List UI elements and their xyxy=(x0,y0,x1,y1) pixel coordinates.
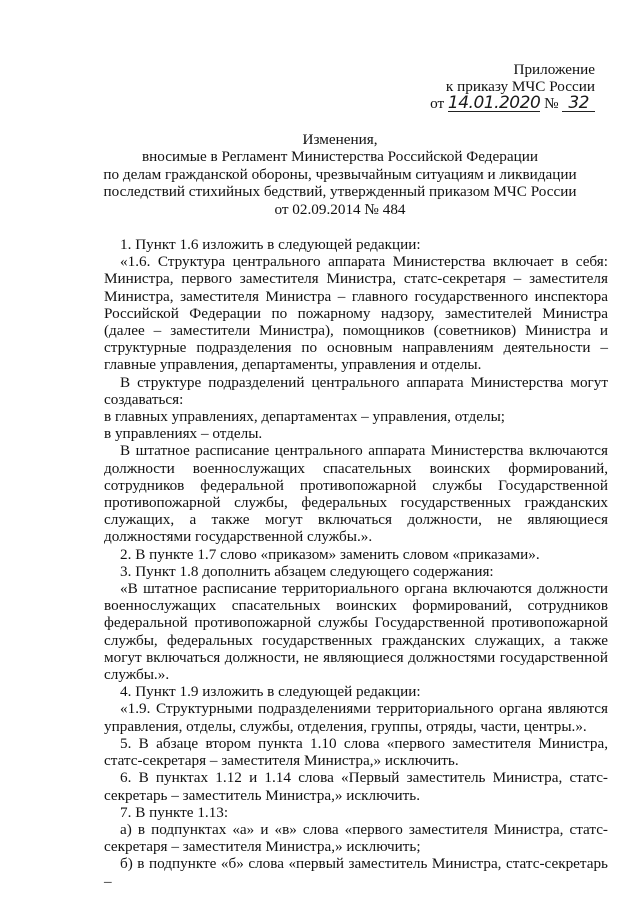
paragraph: «1.9. Структурными подразделениями территориального органа являются управления, отделы, службы, отделения, группы, отряды, части, центры.». xyxy=(104,700,608,735)
paragraph: В структуре подразделений центрального аппарата Министерства могут создаваться: xyxy=(104,373,608,408)
title-line-5: от 02.09.2014 № 484 xyxy=(274,200,406,218)
paragraph: «В штатное расписание территориального органа включаются должности военнослужащих спасательных воинских формирований, сотрудников федеральной противопожарной службы Государственной противопожарной службы, федеральных государственных гражданских служащих, а также могут включаться должности, не являющиеся должностями государственной службы.». xyxy=(104,580,608,684)
paragraph: 5. В абзаце втором пункта 1.10 слова «первого заместителя Министра, статс-секретаря – заместителя Министра,» исключить. xyxy=(104,734,608,770)
paragraph: В штатное расписание центрального аппарата Министерства включаются должности военнослужащих спасательных воинских формирований, сотрудников федеральной противопожарной службы Государственной противопожарной службы, федеральных государственных гражданских служащих, а также могут включаться должности, не являющиеся должностями государственной службы.». xyxy=(104,442,608,546)
paragraph: 6. В пунктах 1.12 и 1.14 слова «Первый заместитель Министра, статс-секретарь – заместитель Министра,» исключить. xyxy=(104,769,608,804)
title-line-3: по делам гражданской обороны, чрезвычайным ситуациям и ликвидации xyxy=(103,165,577,183)
appendix-order-ref: к приказу МЧС России xyxy=(445,78,595,95)
title-line-2: вносимые в Регламент Министерства Российской Федерации xyxy=(142,148,538,166)
document-title xyxy=(90,131,590,218)
paragraph: 4. Пункт 1.9 изложить в следующей редакции: xyxy=(120,683,421,701)
appendix-label: Приложение xyxy=(513,61,595,78)
handwritten-date: 14.01.2020 xyxy=(447,93,541,113)
paragraph: 7. В пункте 1.13: xyxy=(120,803,229,821)
title-line-4: последствий стихийных бедствий, утвержденный приказом МЧС России xyxy=(103,183,577,201)
number-prefix: № xyxy=(544,95,559,112)
paragraph: в главных управлениях, департаментах – управления, отделы; xyxy=(104,408,506,426)
paragraph: 1. Пункт 1.6 изложить в следующей редакции: xyxy=(120,236,421,253)
appendix-header xyxy=(420,61,595,112)
paragraph: а) в подпунктах «а» и «в» слова «первого заместителя Министра, статс-секретаря – заместителя Министра,» исключить; xyxy=(104,820,608,856)
paragraph: 2. В пункте 1.7 слово «приказом» заменить словом «приказами». xyxy=(120,545,540,563)
paragraph: «1.6. Структура центрального аппарата Министерства включает в себя: Министра, первого заместителя Министра, статс-секретаря – заместителя Министра, заместителя Министра – главного государственного инспектора Российской Федерации по пожарному надзору, заместителей Министра (далее – заместители Министра), помощников (советников) Министра и структурные подразделения по основным направлениям деятельности – главные управления, департаменты, управления и отделы. xyxy=(104,253,608,374)
date-prefix: от xyxy=(430,95,445,112)
title-line-1: Изменения, xyxy=(302,131,378,148)
handwritten-number: 32 xyxy=(562,96,595,112)
appendix-date-line xyxy=(420,95,595,112)
paragraph: 3. Пункт 1.8 дополнить абзацем следующего содержания: xyxy=(120,562,494,580)
paragraph: в управлениях – отделы. xyxy=(104,425,263,443)
document-body xyxy=(104,236,608,890)
paragraph: б) в подпункте «б» слова «первый заместитель Министра, статс-секретарь – xyxy=(104,855,608,890)
